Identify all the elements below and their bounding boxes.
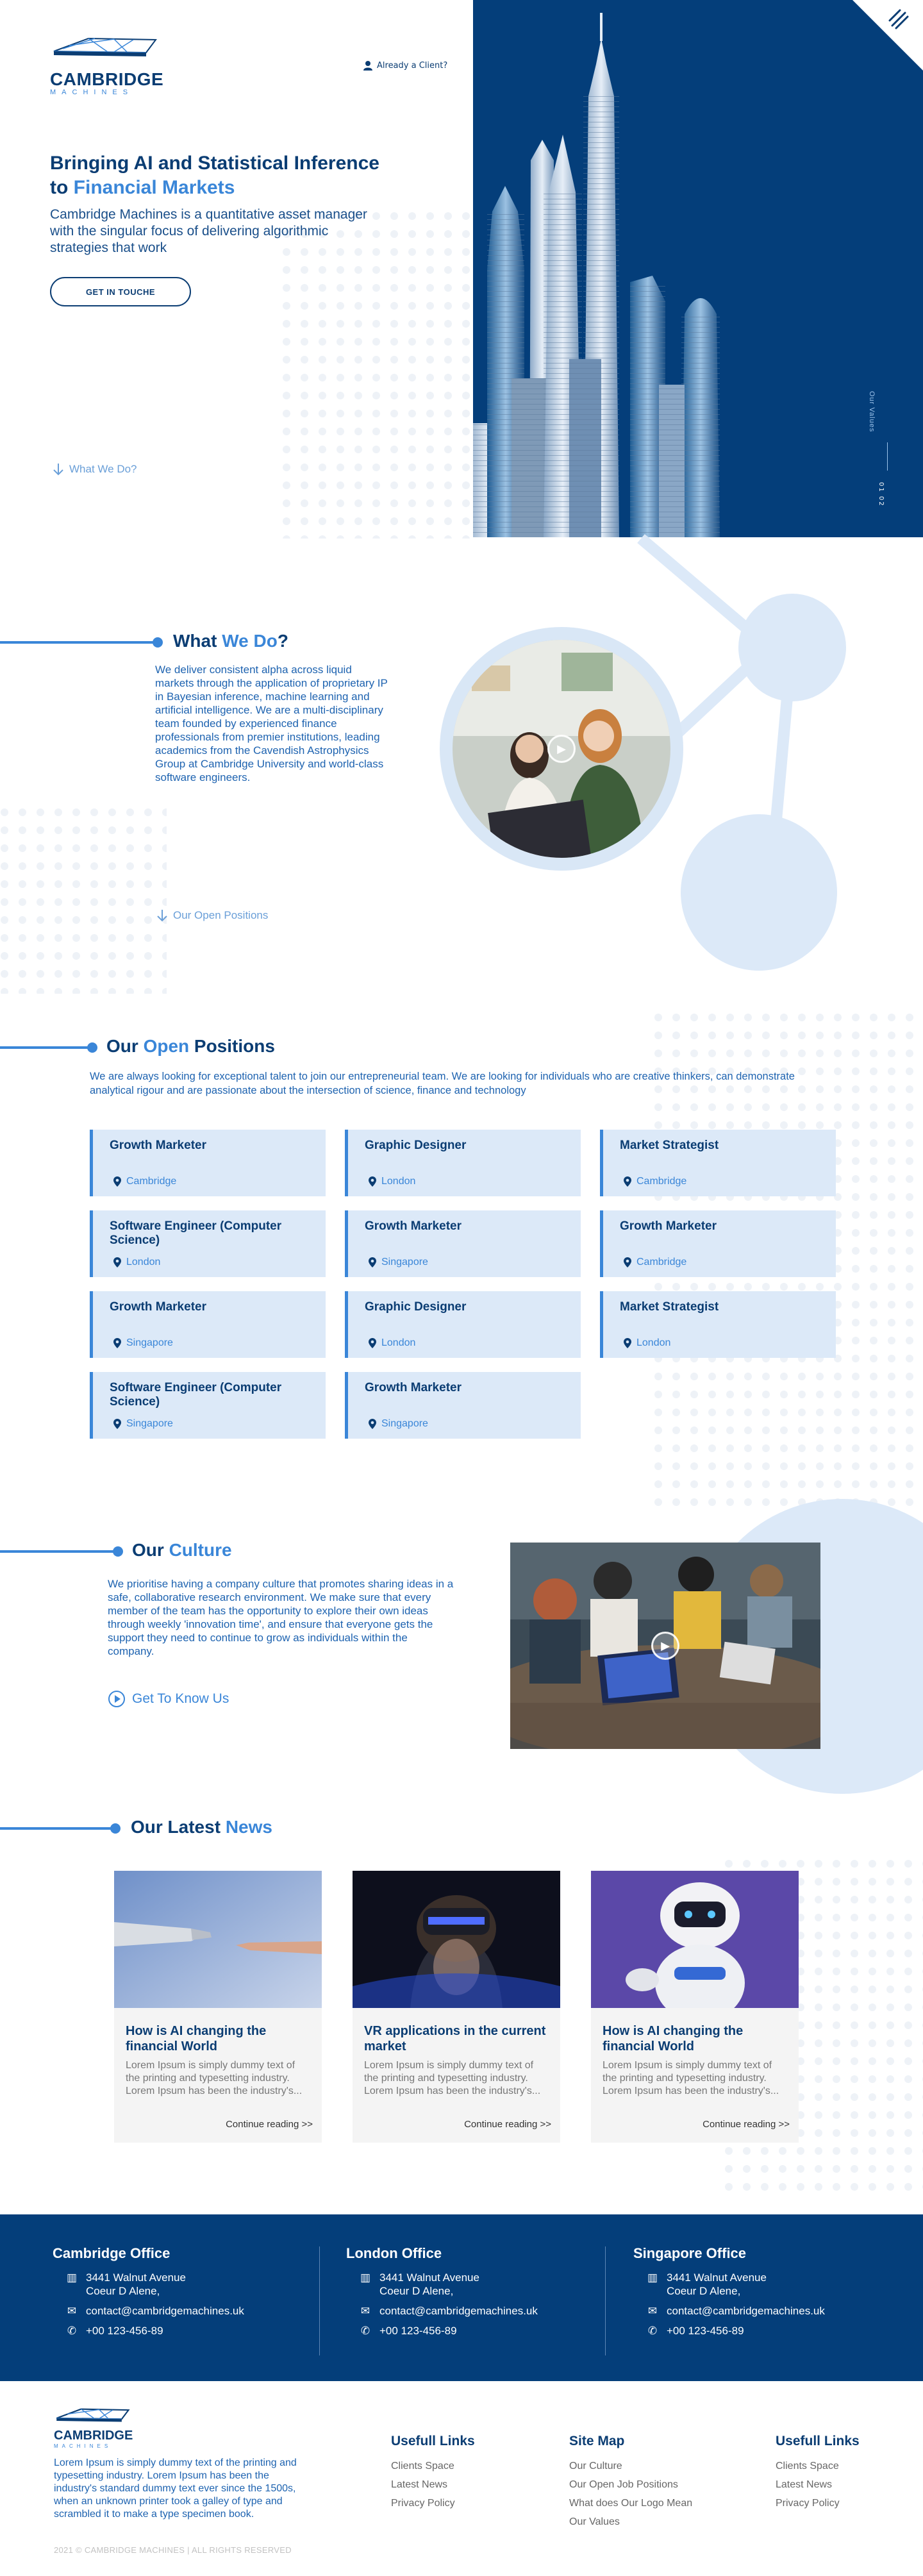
open-positions-title <box>106 1036 275 1057</box>
footer-logo[interactable] <box>54 2405 131 2449</box>
hero-title-line1: Bringing AI and Statistical Inference <box>50 153 379 174</box>
job-title[interactable]: Growth Marketer <box>365 1381 462 1394</box>
phone-icon: ✆ <box>360 2325 370 2337</box>
title-accent: News <box>225 1817 272 1837</box>
location-pin-icon <box>113 1419 121 1429</box>
phone-value[interactable]: +00 123-456-89 <box>667 2325 744 2337</box>
mail-icon: ✉ <box>360 2305 370 2317</box>
intro-video[interactable] <box>440 627 683 871</box>
location-pin-icon <box>369 1338 376 1348</box>
location-pin-icon <box>113 1176 121 1187</box>
news-image <box>591 1871 799 2008</box>
footer-column-title: Usefull Links <box>776 2434 860 2448</box>
address-line2: Coeur D Alene, <box>667 2285 741 2297</box>
play-icon[interactable]: ▶ <box>651 1632 679 1660</box>
address-line1: 3441 Walnut Avenue <box>86 2271 186 2284</box>
footer-link[interactable]: Our Open Job Positions <box>569 2479 678 2490</box>
title-suffix: ? <box>277 631 288 651</box>
office-address <box>633 2271 902 2298</box>
footer-link[interactable]: Our Culture <box>569 2461 622 2471</box>
footer-description: Lorem Ipsum is simply dummy text of the printing and typesetting industry. Lorem Ipsum has been the industry's standard dummy text ever since the 1500s, when an unknown printer took a galley of type and scrambled it to make a type specimen book. <box>54 2457 297 2520</box>
phone-value[interactable]: +00 123-456-89 <box>379 2325 457 2337</box>
office-name: Cambridge Office <box>53 2245 170 2261</box>
location-pin-icon <box>624 1338 631 1348</box>
office-name: Singapore Office <box>633 2245 747 2261</box>
section-accent-line <box>0 1827 115 1830</box>
office-address <box>346 2271 615 2298</box>
robot-hand-illustration <box>114 1871 322 2008</box>
open-positions-intro: We are always looking for exceptional talent to join our entrepreneurial team. We are looking for individuals who are creative thinkers, can demonstrate analytical rigour and are passionate about the intersection of science, finance and technology <box>90 1071 795 1096</box>
office-email[interactable] <box>346 2304 615 2318</box>
copyright-text: 2021 © CAMBRIDGE MACHINES | ALL RIGHTS RESERVED <box>54 2545 292 2555</box>
title-accent: Culture <box>169 1540 232 1560</box>
address-line1: 3441 Walnut Avenue <box>667 2271 767 2284</box>
video-thumbnail <box>453 640 670 858</box>
job-location <box>113 1257 160 1268</box>
culture-body: We prioritise having a company culture that promotes sharing ideas in a safe, collaborative research environment. We make sure that every member of the team has the opportunity to explore their own ideas through weekly 'innovation time', and ensure that everyone gets the support they need to continue to grow as individuals within the company. <box>108 1578 454 1657</box>
open-positions-link-label: Our Open Positions <box>173 909 269 921</box>
job-location-label: Cambridge <box>636 1176 687 1187</box>
network-decoration <box>0 0 923 1000</box>
job-location-label: London <box>381 1337 416 1348</box>
office-divider <box>605 2246 606 2355</box>
job-card[interactable] <box>345 1130 581 1196</box>
job-card[interactable] <box>90 1210 326 1277</box>
job-location <box>624 1176 686 1187</box>
get-to-know-us-link[interactable] <box>108 1690 229 1708</box>
section-accent-dot <box>113 1546 123 1557</box>
job-location-label: London <box>126 1257 161 1267</box>
location-pin-icon <box>369 1257 376 1267</box>
job-card[interactable] <box>90 1291 326 1358</box>
client-link-label: Already a Client? <box>377 60 448 71</box>
footer-logo-subtitle: MACHINES <box>54 2443 112 2449</box>
logo-mark-icon <box>54 2405 131 2427</box>
news-excerpt: Lorem Ipsum is simply dummy text of the printing and typesetting industry. Lorem Ipsum has been the industry's... <box>603 2060 779 2096</box>
phone-icon: ✆ <box>67 2325 77 2337</box>
title-prefix: What <box>173 631 222 651</box>
location-pin-icon <box>113 1257 121 1267</box>
job-location-label: Singapore <box>126 1418 173 1429</box>
page-indicator[interactable]: 01 02 <box>877 482 885 507</box>
footer-column-title: Site Map <box>569 2434 625 2448</box>
title-prefix: Our Latest <box>131 1817 226 1837</box>
title-prefix: Our <box>106 1036 144 1056</box>
culture-title <box>132 1540 232 1560</box>
what-we-do-link-label: What We Do? <box>69 463 137 475</box>
email-value[interactable]: contact@cambridgemachines.uk <box>379 2305 538 2317</box>
job-location <box>369 1176 415 1187</box>
building-icon: ▥ <box>647 2271 658 2284</box>
footer-sitemap-column <box>569 2434 692 2531</box>
footer-link[interactable]: Our Values <box>569 2516 620 2527</box>
job-location <box>624 1337 670 1349</box>
location-pin-icon <box>369 1419 376 1429</box>
phone-icon: ✆ <box>647 2325 658 2337</box>
footer-link[interactable]: Clients Space <box>776 2461 839 2471</box>
offices-footer <box>0 2214 923 2381</box>
continue-reading-link[interactable]: Continue reading >> <box>703 2119 790 2130</box>
open-positions-scroll-link[interactable] <box>156 909 268 922</box>
job-title[interactable]: Graphic Designer <box>365 1300 467 1314</box>
job-title[interactable]: Growth Marketer <box>110 1139 206 1152</box>
mail-icon: ✉ <box>647 2305 658 2317</box>
address-line1: 3441 Walnut Avenue <box>379 2271 479 2284</box>
building-icon: ▥ <box>66 2271 78 2284</box>
play-circle-icon <box>108 1690 126 1708</box>
vr-headset-illustration <box>353 1871 560 2008</box>
arrow-down-icon <box>156 909 168 922</box>
email-value[interactable]: contact@cambridgemachines.uk <box>667 2305 825 2317</box>
site-footer <box>0 2381 923 2576</box>
mail-icon: ✉ <box>67 2305 77 2317</box>
job-title[interactable]: Growth Marketer <box>365 1219 462 1233</box>
job-card[interactable] <box>345 1291 581 1358</box>
section-accent-line <box>0 1550 118 1553</box>
job-card[interactable] <box>600 1291 836 1358</box>
job-location <box>369 1337 415 1349</box>
office-singapore <box>633 2245 902 2344</box>
get-in-touch-button[interactable]: GET IN TOUCHE <box>50 277 191 306</box>
news-card[interactable] <box>353 1871 560 2143</box>
office-address <box>53 2271 322 2298</box>
culture-video[interactable] <box>510 1543 820 1749</box>
email-value[interactable]: contact@cambridgemachines.uk <box>86 2305 244 2317</box>
job-card[interactable] <box>90 1372 326 1439</box>
job-title[interactable]: Software Engineer (Computer Science) <box>110 1381 282 1409</box>
job-card[interactable] <box>600 1210 836 1277</box>
office-divider <box>319 2246 320 2355</box>
address-line2: Coeur D Alene, <box>86 2285 160 2297</box>
address-line2: Coeur D Alene, <box>379 2285 454 2297</box>
job-card[interactable] <box>345 1372 581 1439</box>
our-values-vertical-label[interactable]: Our Values <box>868 391 876 433</box>
news-image <box>114 1871 322 2008</box>
job-card[interactable] <box>345 1210 581 1277</box>
title-suffix: Positions <box>189 1036 275 1056</box>
job-card[interactable] <box>90 1130 326 1196</box>
footer-link[interactable]: Latest News <box>776 2479 833 2490</box>
section-accent-dot <box>153 637 163 648</box>
news-card[interactable] <box>114 1871 322 2143</box>
job-location <box>624 1257 686 1268</box>
section-accent-line <box>0 1046 94 1049</box>
location-pin-icon <box>624 1257 631 1267</box>
phone-value[interactable]: +00 123-456-89 <box>86 2325 163 2337</box>
get-to-know-us-label: Get To Know Us <box>132 1691 229 1706</box>
location-pin-icon <box>113 1338 121 1348</box>
building-icon: ▥ <box>360 2271 371 2284</box>
job-location-label: Singapore <box>126 1337 173 1348</box>
office-email[interactable] <box>53 2304 322 2318</box>
job-location-label: Cambridge <box>126 1176 177 1187</box>
title-accent: We Do <box>222 631 278 651</box>
job-location <box>113 1337 173 1349</box>
job-location <box>369 1418 428 1430</box>
footer-link[interactable]: Clients Space <box>391 2461 454 2471</box>
job-location-label: Cambridge <box>636 1257 687 1267</box>
office-phone[interactable] <box>633 2324 902 2338</box>
job-location-label: Singapore <box>381 1257 428 1267</box>
job-title[interactable]: Market Strategist <box>620 1300 719 1314</box>
job-card[interactable] <box>600 1130 836 1196</box>
what-we-do-title <box>173 631 288 651</box>
news-image <box>353 1871 560 2008</box>
hero-title-accent: Financial Markets <box>73 177 235 198</box>
news-excerpt: Lorem Ipsum is simply dummy text of the printing and typesetting industry. Lorem Ipsum has been the industry's... <box>364 2060 541 2096</box>
hero-title-prefix: to <box>50 177 74 198</box>
footer-links-column <box>776 2434 860 2513</box>
footer-logo-wordmark: CAMBRIDGE <box>54 2429 133 2443</box>
title-accent: Open <box>143 1036 190 1056</box>
job-location-label: Singapore <box>381 1418 428 1429</box>
news-title[interactable]: How is AI changing the financial World <box>603 2024 744 2053</box>
news-title[interactable]: How is AI changing the financial World <box>126 2024 267 2053</box>
job-title[interactable]: Market Strategist <box>620 1139 719 1152</box>
office-london <box>346 2245 615 2344</box>
section-accent-line <box>0 641 159 644</box>
job-title[interactable]: Graphic Designer <box>365 1139 467 1152</box>
job-location-label: London <box>636 1337 671 1348</box>
location-pin-icon <box>624 1176 631 1187</box>
section-accent-dot <box>87 1042 97 1053</box>
job-title[interactable]: Software Engineer (Computer Science) <box>110 1219 282 1247</box>
news-excerpt: Lorem Ipsum is simply dummy text of the printing and typesetting industry. Lorem Ipsum has been the industry's... <box>126 2060 303 2096</box>
office-name: London Office <box>346 2245 442 2261</box>
footer-link[interactable]: Privacy Policy <box>776 2498 840 2509</box>
job-grid <box>90 1130 837 1439</box>
job-title[interactable]: Growth Marketer <box>110 1300 206 1314</box>
news-title <box>131 1817 272 1837</box>
title-prefix: Our <box>132 1540 169 1560</box>
job-location <box>113 1418 173 1430</box>
job-title[interactable]: Growth Marketer <box>620 1219 717 1233</box>
what-we-do-body: We deliver consistent alpha across liquid markets through the application of proprietary IP in Bayesian inference, machine learning and artificial intelligence. We are a multi-disciplinary team founded by experienced finance professionals from premier institutions, leading academics from the Cavendish Astrophysics Group at Cambridge University and world-class software engineers. <box>155 664 388 783</box>
footer-link[interactable]: What does Our Logo Mean <box>569 2498 693 2509</box>
footer-column-title: Usefull Links <box>391 2434 475 2448</box>
job-location-label: London <box>381 1176 416 1187</box>
logo-subtitle: MACHINES <box>50 88 134 96</box>
news-card[interactable] <box>591 1871 799 2143</box>
footer-link[interactable]: Privacy Policy <box>391 2498 455 2509</box>
office-email[interactable] <box>633 2304 902 2318</box>
location-pin-icon <box>369 1176 376 1187</box>
continue-reading-link[interactable]: Continue reading >> <box>464 2119 551 2130</box>
logo-wordmark: CAMBRIDGE <box>50 69 164 89</box>
news-title[interactable]: VR applications in the current market <box>364 2024 546 2053</box>
robot-illustration <box>591 1871 799 2008</box>
continue-reading-link[interactable]: Continue reading >> <box>226 2119 313 2130</box>
office-cambridge <box>53 2245 322 2344</box>
hero-subtitle: Cambridge Machines is a quantitative asset manager with the singular focus of delivering algorithmic strategies that work <box>50 207 367 255</box>
job-location <box>113 1176 176 1187</box>
footer-links-column <box>391 2434 475 2513</box>
office-phone[interactable] <box>346 2324 615 2338</box>
section-accent-dot <box>110 1823 121 1834</box>
job-location <box>369 1257 428 1268</box>
footer-link[interactable]: Latest News <box>391 2479 448 2490</box>
office-phone[interactable] <box>53 2324 322 2338</box>
play-icon[interactable]: ▶ <box>547 735 576 763</box>
